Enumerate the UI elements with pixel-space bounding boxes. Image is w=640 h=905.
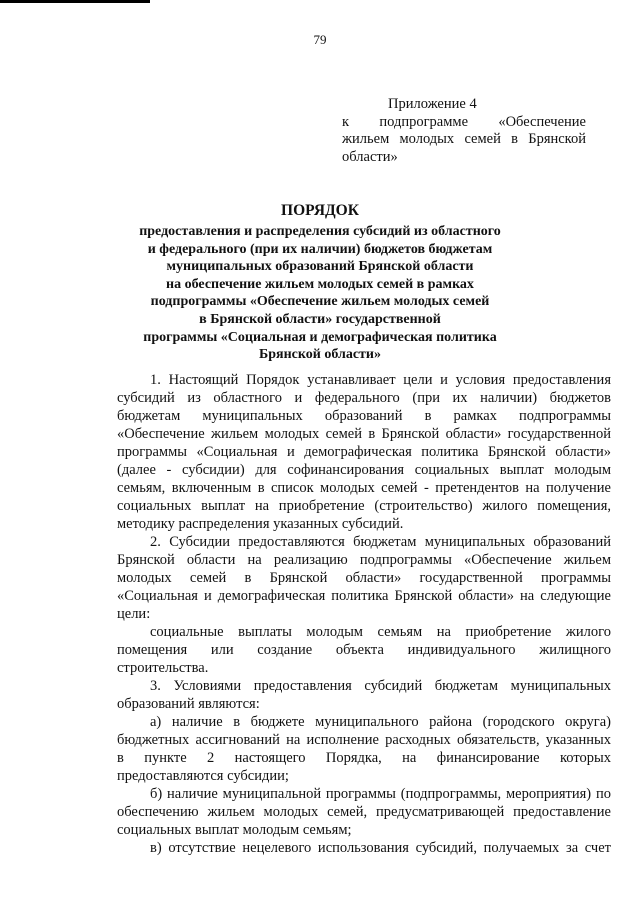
- text-line: бюджетных ассигнований на исполнение расходных обязательств, указанных: [117, 732, 611, 748]
- text-line: социальных выплат молодым семьям;: [117, 822, 352, 838]
- paragraph-1: [117, 371, 611, 533]
- text-line: обеспечению жильем молодых семей, предусматривающей предоставление: [117, 804, 611, 820]
- paragraph-3: [117, 677, 611, 713]
- text-line: «Обеспечение жильем молодых семей в Брянской области» государственной: [117, 426, 611, 442]
- subtitle-line: в Брянской области» государственной: [199, 311, 441, 327]
- top-rule: [0, 0, 150, 3]
- appendix-line: жильем молодых семей в Брянской: [342, 131, 586, 147]
- text-line: б) наличие муниципальной программы (подпрограммы, мероприятия) по: [150, 786, 611, 802]
- subtitle-line: на обеспечение жильем молодых семей в рамках: [166, 276, 474, 292]
- appendix-reference: [342, 96, 586, 166]
- paragraph-3a: [117, 713, 611, 785]
- text-line: 3. Условиями предоставления субсидий бюджетам муниципальных: [150, 678, 611, 694]
- text-line: субсидий из областного и федерального (при их наличии) бюджетов: [117, 390, 611, 406]
- appendix-line: области»: [342, 148, 398, 165]
- text-line: строительства.: [117, 660, 209, 676]
- document-title: ПОРЯДОК: [281, 202, 359, 219]
- text-line: социальных выплат на приобретение (строительство) жилого помещения,: [117, 498, 611, 514]
- text-line: (далее - субсидии) для софинансирования социальных выплат молодым: [117, 462, 611, 478]
- text-line: молодых семей в Брянской области» государственной программы: [117, 570, 611, 586]
- text-line: помещения или создание объекта индивидуального жилищного: [117, 642, 611, 658]
- text-line: 1. Настоящий Порядок устанавливает цели и условия предоставления: [150, 372, 611, 388]
- subtitle-line: подпрограммы «Обеспечение жильем молодых семей: [150, 294, 490, 310]
- text-line: предоставляются субсидии;: [117, 768, 289, 784]
- page-number: 79: [313, 32, 327, 47]
- document-heading: [0, 201, 640, 364]
- subtitle-line: муниципальных образований Брянской области: [166, 259, 474, 275]
- document-body: [117, 371, 611, 857]
- text-line: методику распределения указанных субсидий.: [117, 516, 404, 532]
- paragraph-3b: [117, 785, 611, 839]
- subtitle-line: Брянской области»: [258, 347, 381, 363]
- appendix-line: к подпрограмме «Обеспечение: [342, 113, 586, 130]
- text-line: образований являются:: [117, 696, 260, 712]
- text-line: в) отсутствие нецелевого использования субсидий, получаемых за счет: [150, 840, 611, 856]
- paragraph-2: [117, 533, 611, 623]
- text-line: а) наличие в бюджете муниципального района (городского округа): [150, 714, 611, 730]
- subtitle-line: программы «Социальная и демографическая политика: [143, 329, 497, 345]
- text-line: в пункте 2 настоящего Порядка, на финансирование которых: [117, 750, 611, 766]
- appendix-title: Приложение 4: [388, 96, 477, 112]
- subtitle-line: предоставления и распределения субсидий из областного: [139, 224, 501, 239]
- text-line: социальные выплаты молодым семьям на приобретение жилого: [150, 624, 611, 640]
- paragraph-3c: [117, 839, 611, 857]
- text-line: «Социальная и демографическая политика Брянской области» на следующие: [117, 588, 611, 604]
- text-line: бюджетам муниципальных образований в рамках подпрограммы: [117, 408, 611, 424]
- paragraph-goal: [117, 623, 611, 677]
- text-line: семьям, включенным в список молодых семей - претендентов на получение: [117, 480, 611, 496]
- text-line: программы «Социальная и демографическая политика Брянской области»: [117, 444, 611, 460]
- text-line: 2. Субсидии предоставляются бюджетам муниципальных образований: [150, 534, 611, 550]
- text-line: Брянской области на реализацию подпрограммы «Обеспечение жильем: [117, 552, 611, 568]
- text-line: цели:: [117, 606, 151, 622]
- subtitle-line: и федерального (при их наличии) бюджетов бюджетам: [147, 241, 493, 257]
